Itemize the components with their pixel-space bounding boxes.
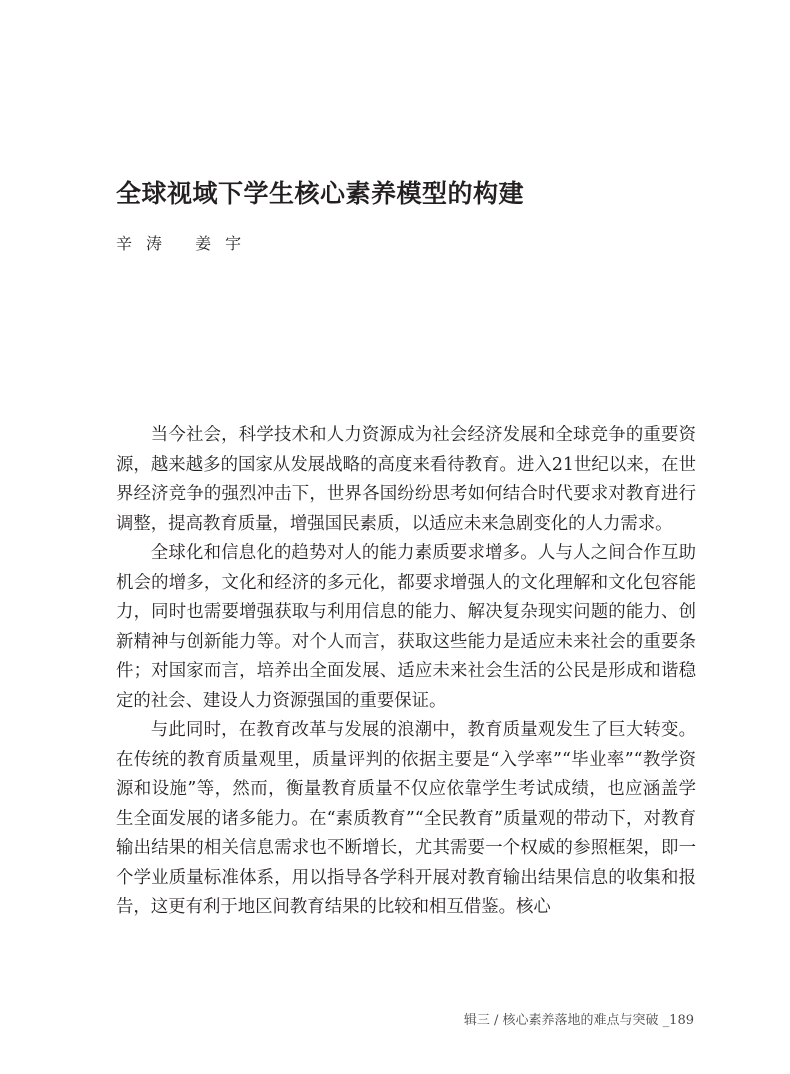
- page-footer-running-head: 辑三 / 核心素养落地的难点与突破 _189: [463, 1013, 694, 1028]
- article-title: 全球视域下学生核心素养模型的构建: [116, 178, 525, 208]
- paragraph-1: 当今社会，科学技术和人力资源成为社会经济发展和全球竞争的重要资源，越来越多的国家从发展战略的高度来看待教育。进入21世纪以来，在世界经济竞争的强烈冲击下，世界各国纷纷思考如何结合时代要求对教育进行调整，提高教育质量，增强国民素质，以适应未来急剧变化的人力需求。: [116, 425, 696, 534]
- paragraph-3: 与此同时，在教育改革与发展的浪潮中，教育质量观发生了巨大转变。在传统的教育质量观里，质量评判的依据主要是“入学率”“毕业率”“教学资源和设施”等，然而，衡量教育质量不仅应依靠学生考试成绩，也应涵盖学生全面发展的诸多能力。在“素质教育”“全民教育”质量观的带动下，对教育输出结果的相关信息需求也不断增长，尤其需要一个权威的参照框架，即一个学业质量标准体系，用以指导各学科开展对教育输出结果信息的收集和报告，这更有利于地区间教育结果的比较和相互借鉴。核心: [116, 720, 696, 917]
- article-authors: 辛涛 姜宇: [116, 234, 256, 253]
- article-body: [116, 421, 696, 923]
- paragraph-2: 全球化和信息化的趋势对人的能力素质要求增多。人与人之间合作互助机会的增多，文化和经济的多元化，都要求增强人的文化理解和文化包容能力，同时也需要增强获取与利用信息的能力、解决复杂现实问题的能力、创新精神与创新能力等。对个人而言，获取这些能力是适应未来社会的重要条件；对国家而言，培养出全面发展、适应未来社会生活的公民是形成和谐稳定的社会、建设人力资源强国的重要保证。: [116, 543, 696, 711]
